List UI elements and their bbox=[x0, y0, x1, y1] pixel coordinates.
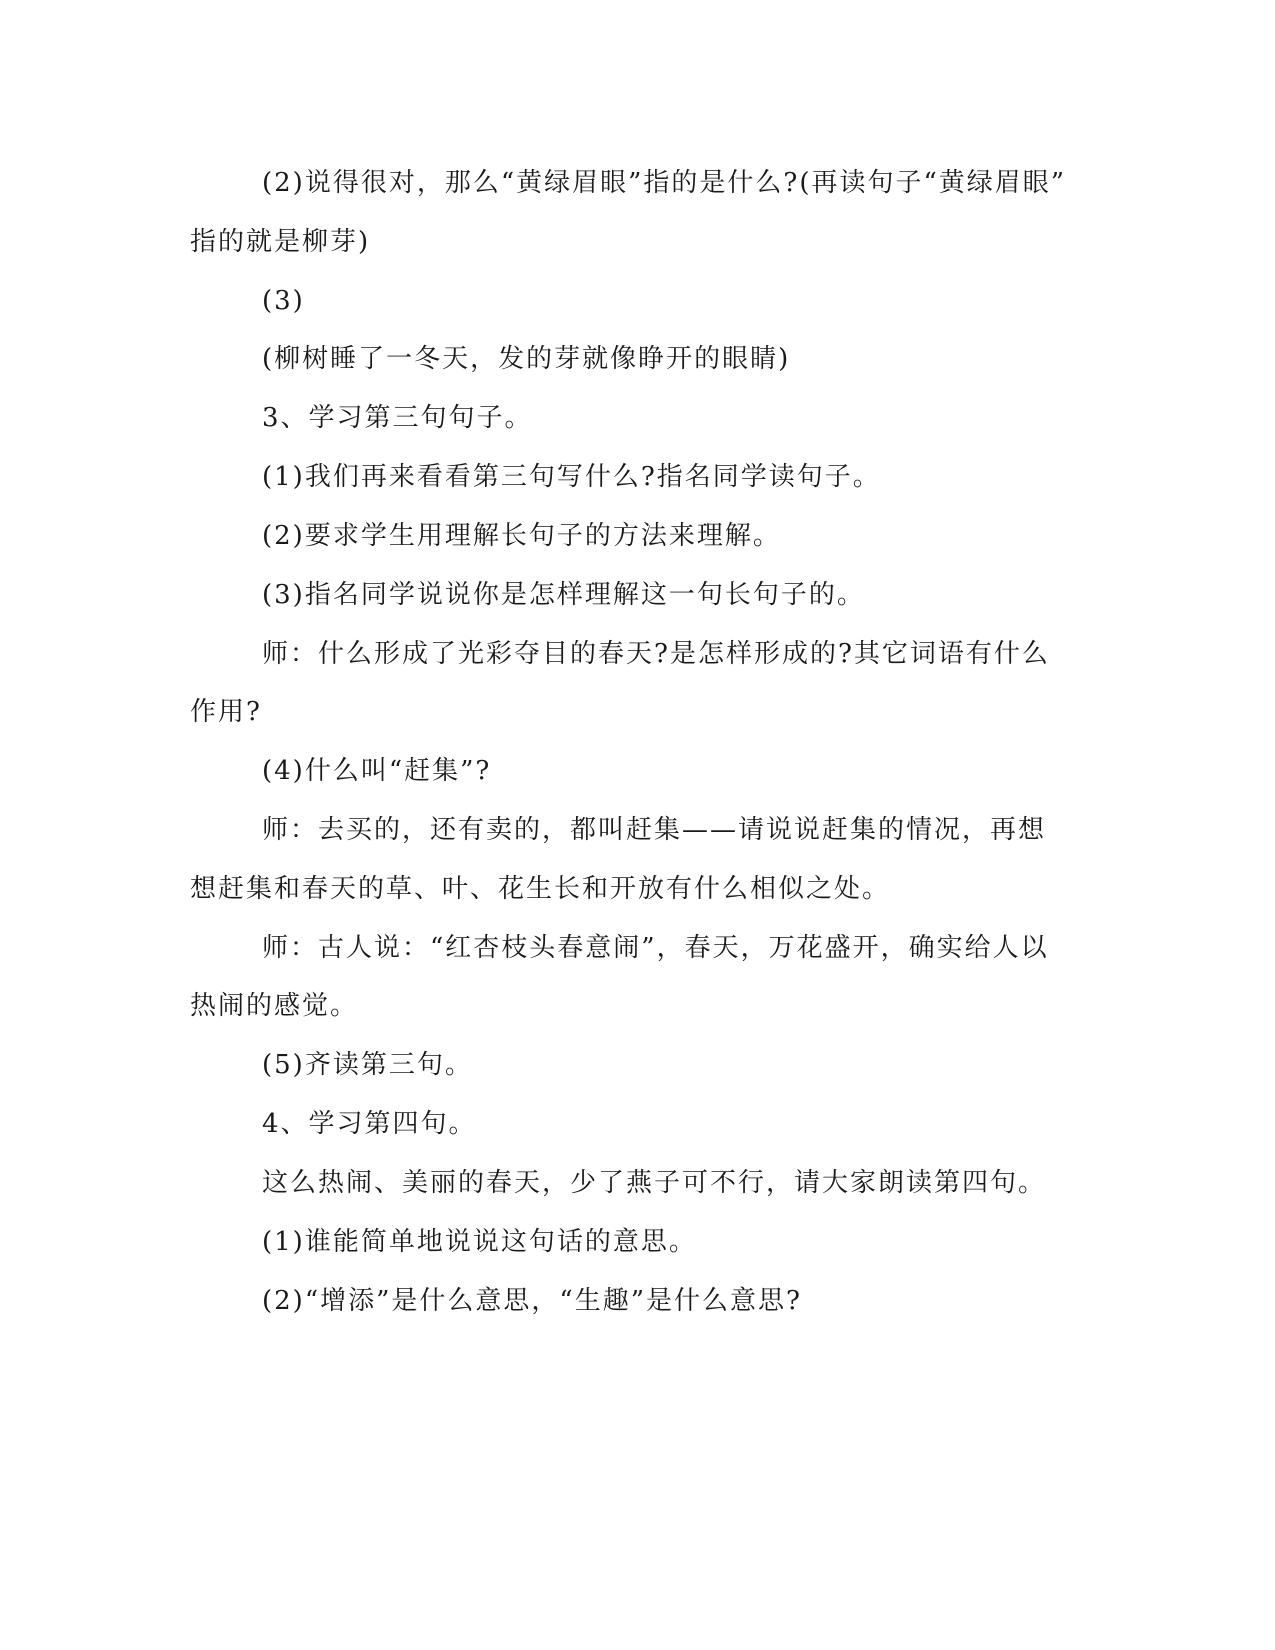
section-heading: 4、学习第四句。 bbox=[262, 1109, 477, 1139]
paragraph-line: (2)“增添”是什么意思，“生趣”是什么意思? bbox=[262, 1286, 802, 1316]
paragraph-line: (1)谁能简单地说说这句话的意思。 bbox=[262, 1227, 697, 1257]
section-heading: 3、学习第三句句子。 bbox=[262, 403, 533, 433]
paragraph-line: 想赶集和春天的草、叶、花生长和开放有什么相似之处。 bbox=[190, 874, 891, 904]
paragraph-line: 师：古人说：“红杏枝头春意闹”，春天，万花盛开，确实给人以 bbox=[262, 933, 1049, 963]
paragraph-line: 指的就是柳芽) bbox=[190, 227, 371, 257]
paragraph-line: (5)齐读第三句。 bbox=[262, 1050, 473, 1080]
paragraph-line: (2)说得很对，那么“黄绿眉眼”指的是什么?(再读句子“黄绿眉眼” bbox=[262, 168, 1067, 198]
paragraph-line: (3)指名同学说说你是怎样理解这一句长句子的。 bbox=[262, 580, 865, 610]
paragraph-line: 师：去买的，还有卖的，都叫赶集——请说说赶集的情况，再想 bbox=[262, 815, 1047, 845]
paragraph-line: (2)要求学生用理解长句子的方法来理解。 bbox=[262, 521, 781, 551]
paragraph-line: (柳树睡了一冬天，发的芽就像睁开的眼睛) bbox=[262, 344, 791, 374]
paragraph-line: (3) bbox=[262, 286, 305, 316]
paragraph-line: 师：什么形成了光彩夺目的春天?是怎样形成的?其它词语有什么 bbox=[262, 639, 1050, 669]
paragraph-line: (4)什么叫“赶集”? bbox=[262, 756, 492, 786]
paragraph-line: 这么热闹、美丽的春天，少了燕子可不行，请大家朗读第四句。 bbox=[262, 1168, 1047, 1198]
paragraph-line: (1)我们再来看看第三句写什么?指名同学读句子。 bbox=[262, 462, 881, 492]
paragraph-line: 作用? bbox=[190, 697, 262, 727]
paragraph-line: 热闹的感觉。 bbox=[190, 991, 359, 1021]
